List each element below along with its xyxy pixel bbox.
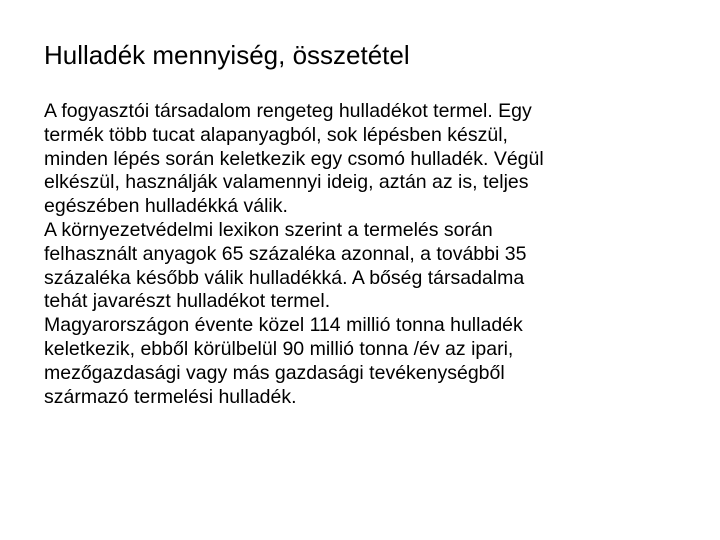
text-line: tehát javarészt hulladékot termel. <box>44 290 331 313</box>
text-line: mezőgazdasági vagy más gazdasági tevékenységből <box>44 361 505 384</box>
paragraph-consumer-society <box>44 100 684 219</box>
text-line: százaléka később válik hulladékká. A bőség társadalma <box>44 266 525 289</box>
text-line: egészében hulladékká válik. <box>44 195 288 218</box>
text-line: termék több tucat alapanyagból, sok lépésben készül, <box>44 123 508 146</box>
paragraph-lexicon <box>44 219 684 314</box>
slide-title: Hulladék mennyiség, összetétel <box>44 40 410 70</box>
text-line: származó termelési hulladék. <box>44 385 297 408</box>
text-line: Magyarországon évente közel 114 millió tonna hulladék <box>44 314 523 337</box>
text-line: minden lépés során keletkezik egy csomó hulladék. Végül <box>44 147 544 170</box>
text-line: felhasznált anyagok 65 százaléka azonnal, a további 35 <box>44 242 527 265</box>
paragraph-hungary <box>44 314 684 409</box>
text-line: A környezetvédelmi lexikon szerint a termelés során <box>44 218 493 241</box>
text-line: A fogyasztói társadalom rengeteg hulladékot termel. Egy <box>44 100 532 122</box>
text-line: elkészül, használják valamennyi ideig, aztán az is, teljes <box>44 171 529 194</box>
slide-body <box>44 100 684 409</box>
text-line: keletkezik, ebből körülbelül 90 millió tonna /év az ipari, <box>44 337 514 360</box>
